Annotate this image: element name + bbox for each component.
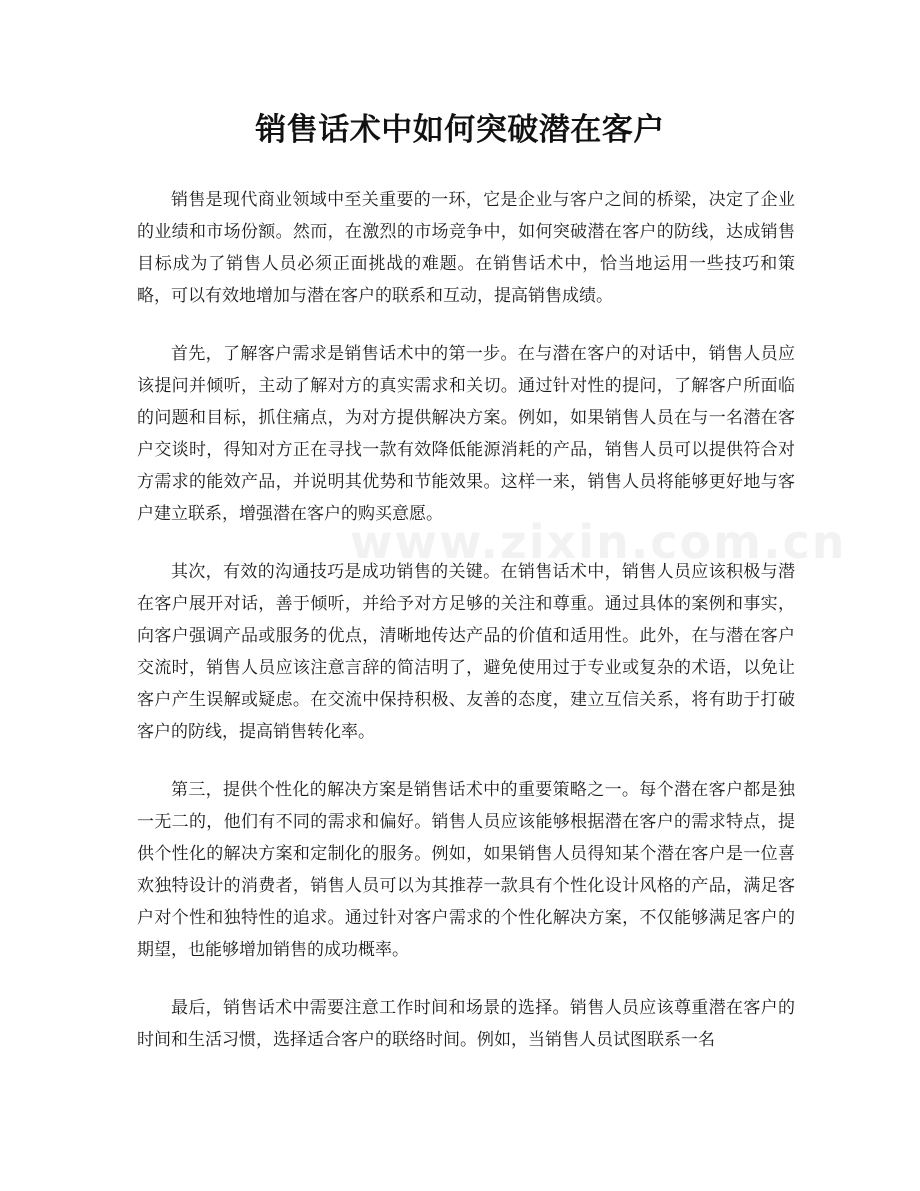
paragraph-last: 最后，销售话术中需要注意工作时间和场景的选择。销售人员应该尊重潜在客户的时间和生活习惯，选择适合客户的联络时间。例如，当销售人员试图联系一名	[137, 998, 795, 1050]
paragraph-intro: 销售是现代商业领域中至关重要的一环，它是企业与客户之间的桥梁，决定了企业的业绩和市场份额。然而，在激烈的市场竞争中，如何突破潜在客户的防线，达成销售目标成为了销售人员必须正面挑战的难题。在销售话术中，恰当地运用一些技巧和策略，可以有效地增加与潜在客户的联系和互动，提高销售成绩。	[137, 190, 795, 306]
document-body	[137, 184, 795, 1082]
document-title: 销售话术中如何突破潜在客户	[255, 112, 665, 148]
paragraph-second: 其次，有效的沟通技巧是成功销售的关键。在销售话术中，销售人员应该积极与潜在客户展开对话，善于倾听，并给予对方足够的关注和尊重。通过具体的案例和事实，向客户强调产品或服务的优点，清晰地传达产品的价值和适用性。此外，在与潜在客户交流时，销售人员应该注意言辞的简洁明了，避免使用过于专业或复杂的术语，以免让客户产生误解或疑虑。在交流中保持积极、友善的态度，建立互信关系，将有助于打破客户的防线，提高销售转化率。	[137, 562, 795, 742]
watermark: www.zixin.com.cn	[350, 515, 847, 569]
paragraph-first: 首先，了解客户需求是销售话术中的第一步。在与潜在客户的对话中，销售人员应该提问并倾听，主动了解对方的真实需求和关切。通过针对性的提问，了解客户所面临的问题和目标，抓住痛点，为对方提供解决方案。例如，如果销售人员在与一名潜在客户交谈时，得知对方正在寻找一款有效降低能源消耗的产品，销售人员可以提供符合对方需求的能效产品，并说明其优势和节能效果。这样一来，销售人员将能够更好地与客户建立联系，增强潜在客户的购买意愿。	[137, 344, 795, 524]
paragraph-third: 第三，提供个性化的解决方案是销售话术中的重要策略之一。每个潜在客户都是独一无二的，他们有不同的需求和偏好。销售人员应该能够根据潜在客户的需求特点，提供个性化的解决方案和定制化的服务。例如，如果销售人员得知某个潜在客户是一位喜欢独特设计的消费者，销售人员可以为其推荐一款具有个性化设计风格的产品，满足客户对个性和独特性的追求。通过针对客户需求的个性化解决方案，不仅能够满足客户的期望，也能够增加销售的成功概率。	[137, 780, 795, 960]
